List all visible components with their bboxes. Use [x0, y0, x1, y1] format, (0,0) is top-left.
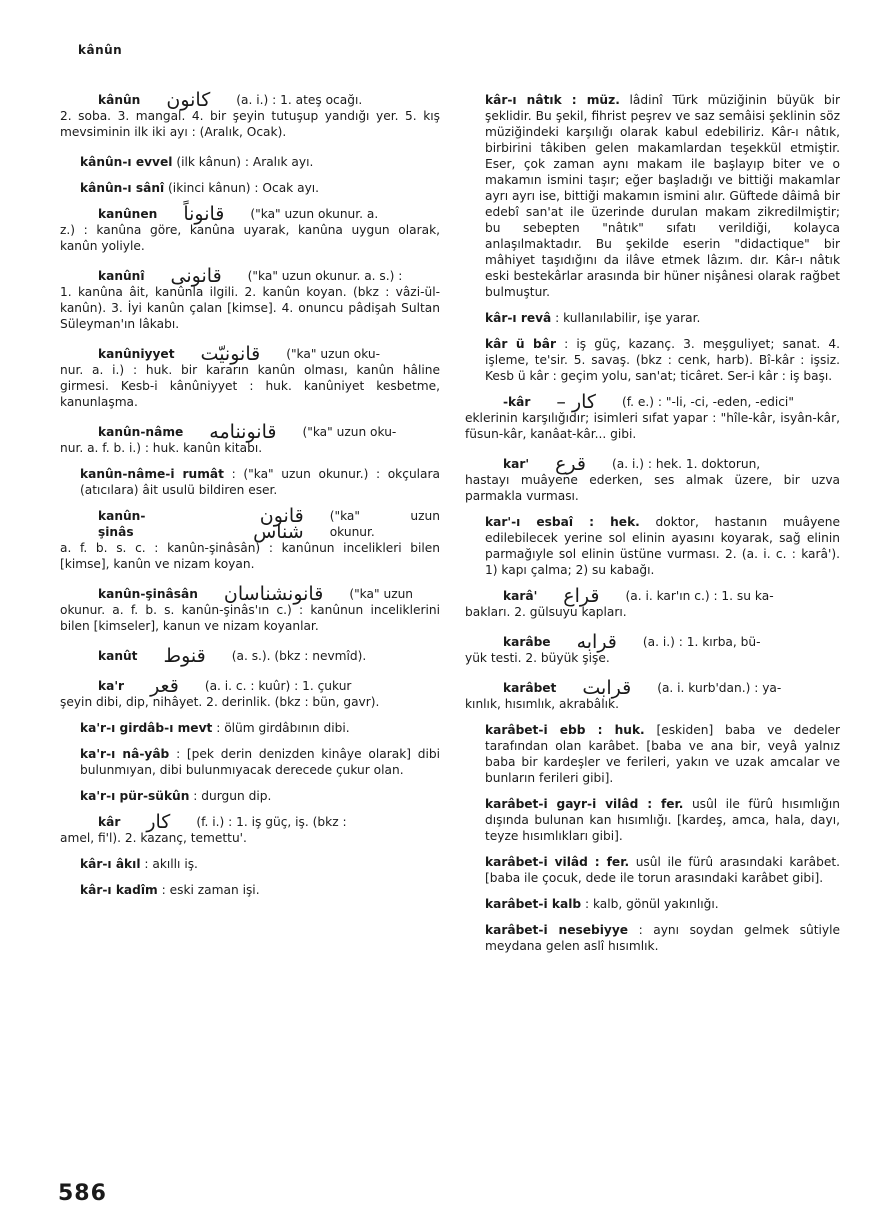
dictionary-entry [465, 453, 840, 504]
sub-headword: karâbet-i gayr-i vilâd : fer. [485, 797, 684, 811]
headword: karâ' [503, 589, 538, 603]
definition: nur. a. f. b. i.) : huk. kanûn kitabı. [60, 441, 263, 455]
arabic-script: قانون شناس [253, 505, 304, 543]
definition: (ikinci kânun) : Ocak ayı. [168, 181, 320, 195]
dictionary-entry [60, 421, 440, 456]
dictionary-entry [60, 583, 440, 634]
headword: kanûn-şinâsân [98, 587, 198, 601]
arabic-script: قرع [555, 453, 586, 475]
definition: okunur. a. f. b. s. kanûn-şinâs'ın c.) : kanûnun inceliklerini bilen [kimseler], kanun ve nizam koyanlar. [60, 603, 440, 633]
definition-start: (a. s.). (bkz : nevmîd). [231, 649, 367, 663]
sub-entry [465, 336, 840, 384]
sub-entry [60, 466, 440, 498]
arabic-script: قانوناً [183, 203, 225, 225]
sub-entry [465, 922, 840, 954]
definition: : kalb, gönül yakınlığı. [584, 897, 719, 911]
sub-entry [60, 856, 440, 872]
running-header: kânûn [78, 43, 123, 57]
definition-start: (a. i.) : hek. 1. doktorun, [611, 457, 761, 471]
definition-start: (f. e.) : "-li, -ci, -eden, -edici" [621, 395, 794, 409]
definition-start: (a. i. c. : kuûr) : 1. çukur [204, 679, 352, 693]
definition-start: (a. i.) : 1. ateş ocağı. [236, 93, 363, 107]
definition: usûl ile fürû arasındaki karâbet. [baba ile çocuk, dede ile torun arasındaki karâbet gibi]. [485, 855, 840, 885]
arabic-script: قرابه [576, 631, 617, 653]
sub-entry [60, 180, 440, 196]
sub-entry [465, 796, 840, 844]
definition: [eskiden] baba ve dedeler tarafından olan karâbet. [baba ve ana bir, veyâ yalnız baba bir kardeşler ve ferileri, yakın ve uzak amcalar ve bunların ferileri gibi]. [485, 723, 840, 785]
definition-start: (a. i.) : 1. kırba, bü- [642, 635, 761, 649]
definition: (ilk kânun) : Aralık ayı. [176, 155, 314, 169]
sub-headword: kanûn-nâme-i rumât [80, 467, 224, 481]
arabic-script: قانونشناسان [223, 583, 324, 605]
sub-headword: ka'r-ı girdâb-ı mevt [80, 721, 213, 735]
sub-headword: karâbet-i kalb [485, 897, 582, 911]
sub-entry [60, 882, 440, 898]
headword: kanûnen [98, 207, 158, 221]
definition: : aynı soydan gelmek sûtiyle meydana gelen aslî hısımlık. [485, 923, 840, 953]
sub-entry [465, 514, 840, 578]
sub-entry [465, 854, 840, 886]
sub-entry [465, 896, 840, 912]
definition-start: ("ka" uzun oku- [302, 425, 397, 439]
arabic-script: قنوط [163, 645, 206, 667]
arabic-script: قانوننامه [209, 421, 277, 443]
definition: : eski zaman işi. [161, 883, 260, 897]
definition: lâdinî Türk müziğinin büyük bir şeklidir. Bu şekil, fihrist peşrev ve saz semâisi şeklinin söz müziğindeki karşılığı olarak kabul edebiliriz. Kâr-ı nâtık, birbirini tâkiben gelen makamlardan teşekkül etmiştir. Eser, çok zaman aynı makam ile başlayıp biter ve o makamın ismini taşır; eğer başladığı ve bittiği makamlar ayrı ayrı ise, bittiği makamın ismini alır. Güftede dâimâ bir edebî san'at ile üzerinde durulan makam zikredilmiştir; bu sebepten "nâtık" sıfatı verildiği, kolayca anlaşılmaktadır. Bu şekilde eserin "didactique" bir mâhiyet taşıdığını da ilâve etmek lâzım. dır. Kâr-ı nâtık eski bestekârlar arasında bir hüner nişânesi olarak rağbet bulmuştur. [485, 93, 840, 299]
definition: : ("ka" uzun okunur.) : okçulara (atıcılara) âit usulü bildiren eser. [80, 467, 440, 497]
sub-headword: karâbet-i nesebiyye [485, 923, 629, 937]
dictionary-entry [465, 677, 840, 712]
dictionary-entry [465, 631, 840, 666]
sub-headword: kâr-ı revâ [485, 311, 552, 325]
definition: : [pek derin denizden kinâye olarak] dibi bulunmıyan, dibi bulunmıyacak derecede çukur olan. [80, 747, 441, 777]
sub-headword: kâr-ı âkıl [80, 857, 141, 871]
definition: şeyin dibi, dip, nihâyet. 2. derinlik. (bkz : bün, gavr). [60, 695, 380, 709]
definition-start: ("ka" uzun okunur. [329, 509, 440, 539]
definition: z.) : kanûna göre, kanûna uyarak, kanûna uygun olarak, kanûn yoliyle. [60, 223, 440, 253]
arabic-script: كار [146, 811, 171, 833]
arabic-script: قراع [563, 585, 600, 607]
definition-start: ("ka" uzun oku- [286, 347, 381, 361]
headword: karâbe [503, 635, 551, 649]
headword: kânûn [98, 93, 141, 107]
sub-entry [465, 92, 840, 300]
headword: -kâr [503, 395, 531, 409]
arabic-script: قانونى [170, 265, 222, 287]
right-column [465, 92, 840, 964]
definition: a. f. b. s. c. : kanûn-şinâsân) : kanûnun incelikleri bilen [kimse], kanûn ve nizam koyan. [60, 541, 440, 571]
definition: eklerinin karşılığıdır; isimleri sıfat yapar : "hîle-kâr, isyân-kâr, füsun-kâr, kanâat-kâr... gibi. [465, 411, 840, 441]
headword: kâr [98, 815, 121, 829]
sub-headword: karâbet-i ebb : huk. [485, 723, 645, 737]
definition: kınlık, hısımlık, akrabâlık. [465, 697, 619, 711]
headword: kar' [503, 457, 530, 471]
dictionary-entry [465, 585, 840, 620]
headword: kanût [98, 649, 138, 663]
definition: doktor, hastanın muâyene edilebilecek yerine sol elinin ayasını koyarak, sağ elinin parmağıyle sol elinin üstüne vurması. 2. (a. i. c. : karâ'). 1) kapı çalma; 2) su kabağı. [485, 515, 841, 577]
headword: kanûnî [98, 269, 145, 283]
definition: : durgun dip. [193, 789, 272, 803]
arabic-script: قرابت [582, 677, 632, 699]
dictionary-entry [60, 203, 440, 254]
dictionary-entry [465, 391, 840, 442]
definition: 1. kanûna âit, kanûnla ilgili. 2. kanûn koyan. (bkz : vâzi-ül-kanûn). 3. İyi kanûn çalan [kimse]. 4. onuncu pâdişah Sultan Süleyman'ın lâkabı. [60, 285, 440, 331]
headword: kanûn-nâme [98, 425, 184, 439]
sub-entry [60, 746, 440, 778]
definition: yük testi. 2. büyük şişe. [465, 651, 610, 665]
sub-entry [60, 788, 440, 804]
dictionary-entry [60, 343, 440, 410]
definition: 2. soba. 3. mangal. 4. bir şeyin tutuşup yandığı yer. 5. kış mevsiminin ilk iki ayı : (Aralık, Ocak). [60, 109, 440, 139]
definition: : akıllı iş. [144, 857, 198, 871]
definition: nur. a. i.) : huk. bir kararın kanûn olması, kanûn hâline girmesi. Kesb-i kânûniyyet : huk. kanûniyet kesbetme, kanunlaşma. [60, 363, 440, 409]
page-number: 586 [58, 1181, 107, 1206]
sub-entry [60, 720, 440, 736]
definition-start: (a. i. kurb'dan.) : ya- [657, 681, 782, 695]
arabic-script: قعر [150, 675, 179, 697]
headword: karâbet [503, 681, 557, 695]
definition: : iş güç, kazanç. 3. meşguliyet; sanat. 4. işleme, te'sir. 5. savaş. (bkz : cenk, harb). Bî-kâr : işsiz. Kesb ü kâr : geçim yolu, san'at; ticâret. Ser-i kâr : iş başı. [485, 337, 841, 383]
sub-headword: karâbet-i vilâd : fer. [485, 855, 630, 869]
definition: usûl ile fürû hısımlığın dışında bulunan kan hısımlığı. [kardeş, amca, hala, dayı, teyze hısımlıkları gibi]. [485, 797, 840, 843]
definition: hastayı muâyene ederken, ses almak üzere, bir uzva parmakla vurması. [465, 473, 840, 503]
dictionary-entry [60, 265, 440, 332]
definition-start: ("ka" uzun [349, 587, 414, 601]
dictionary-entry [60, 89, 440, 140]
arabic-script: كار – [556, 391, 596, 413]
headword: kanûn-şinâs [98, 509, 146, 539]
sub-headword: kânûn-ı sânî [80, 181, 165, 195]
sub-headword: ka'r-ı nâ-yâb [80, 747, 170, 761]
definition-start: (a. i. kar'ın c.) : 1. su ka- [625, 589, 774, 603]
sub-headword: kânûn-ı evvel [80, 155, 173, 169]
left-column [60, 89, 441, 908]
definition-start: ("ka" uzun okunur. a. [250, 207, 379, 221]
sub-headword: kâr-ı kadîm [80, 883, 158, 897]
definition-start: (f. i.) : 1. iş güç, iş. (bkz : [196, 815, 347, 829]
dictionary-entry [60, 505, 440, 572]
dictionary-entry [60, 645, 440, 667]
definition: : kullanılabilir, işe yarar. [555, 311, 701, 325]
dictionary-entry [60, 675, 440, 710]
definition: bakları. 2. gülsuyu kapları. [465, 605, 627, 619]
sub-entry [465, 310, 840, 326]
sub-headword: kar'-ı esbaî : hek. [485, 515, 640, 529]
headword: kanûniyyet [98, 347, 175, 361]
headword: ka'r [98, 679, 125, 693]
dictionary-entry [60, 811, 440, 846]
definition-start: ("ka" uzun okunur. a. s.) : [247, 269, 403, 283]
arabic-script: كانون [166, 89, 211, 111]
sub-headword: ka'r-ı pür-sükûn [80, 789, 190, 803]
sub-entry [465, 722, 840, 786]
sub-headword: kâr ü bâr [485, 337, 557, 351]
sub-headword: kâr-ı nâtık : müz. [485, 93, 620, 107]
definition: amel, fi'l). 2. kazanç, temettu'. [60, 831, 247, 845]
definition: : ölüm girdâbının dibi. [216, 721, 350, 735]
sub-entry [60, 154, 440, 170]
arabic-script: قانونيّت [200, 343, 261, 365]
